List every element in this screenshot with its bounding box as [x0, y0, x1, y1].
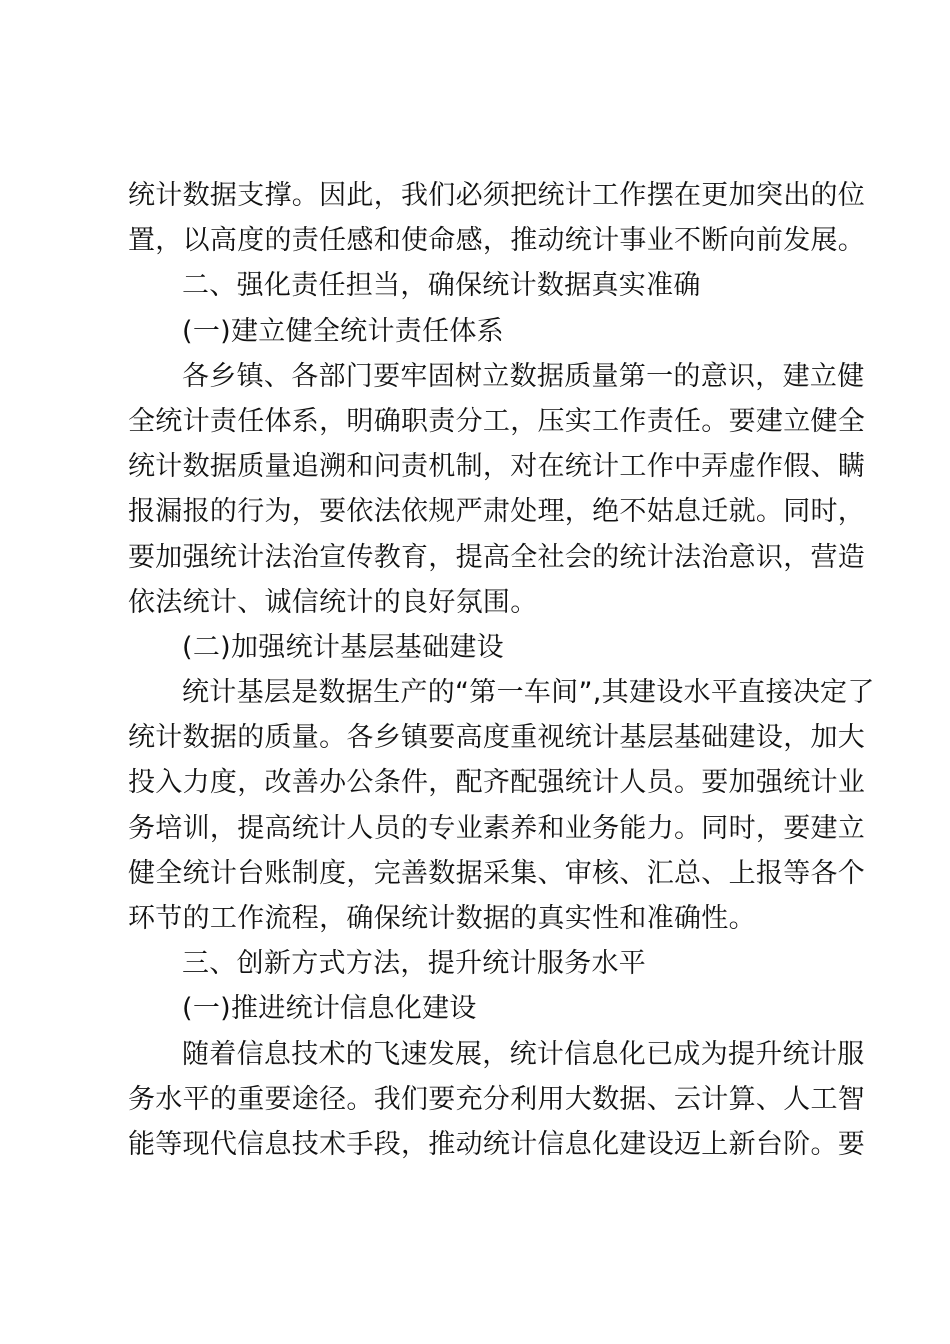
section-heading: 三、创新方式方法，提升统计服务水平 — [182, 948, 647, 980]
body-line: 统计数据的质量。各乡镇要高度重视统计基层基础建设，加大 — [128, 722, 866, 754]
body-line: 务培训，提高统计人员的专业素养和业务能力。同时，要建立 — [128, 812, 866, 844]
body-line: 要加强统计法治宣传教育，提高全社会的统计法治意识，营造 — [128, 541, 866, 573]
body-line: 统计基层是数据生产的“第一车间”,其建设水平直接决定了 — [182, 677, 875, 709]
body-line: 全统计责任体系，明确职责分工，压实工作责任。要建立健全 — [128, 405, 866, 437]
body-line: 投入力度，改善办公条件，配齐配强统计人员。要加强统计业 — [128, 767, 866, 799]
subsection-heading: (一)建立健全统计责任体系 — [182, 315, 504, 347]
body-line: 置，以高度的责任感和使命感，推动统计事业不断向前发展。 — [128, 225, 866, 257]
document-body — [128, 173, 875, 1167]
body-line: 统计数据支撑。因此，我们必须把统计工作摆在更加突出的位 — [128, 180, 866, 211]
subsection-heading: (二)加强统计基层基础建设 — [182, 631, 504, 663]
section-heading: 二、强化责任担当，确保统计数据真实准确 — [182, 270, 701, 302]
body-line: 依法统计、诚信统计的良好氛围。 — [128, 586, 538, 618]
body-line: 统计数据质量追溯和问责机制，对在统计工作中弄虚作假、瞒 — [128, 451, 866, 483]
body-line: 环节的工作流程，确保统计数据的真实性和准确性。 — [128, 903, 756, 934]
body-line: 健全统计台账制度，完善数据采集、审核、汇总、上报等各个 — [128, 857, 866, 889]
body-line: 各乡镇、各部门要牢固树立数据质量第一的意识，建立健 — [182, 360, 865, 392]
body-line: 能等现代信息技术手段，推动统计信息化建设迈上新台阶。要 — [128, 1128, 866, 1160]
subsection-heading: (一)推进统计信息化建设 — [182, 993, 477, 1025]
body-line: 务水平的重要途径。我们要充分利用大数据、云计算、人工智 — [128, 1083, 866, 1115]
body-line: 随着信息技术的飞速发展，统计信息化已成为提升统计服 — [182, 1038, 865, 1070]
body-line: 报漏报的行为，要依法依规严肃处理，绝不姑息迁就。同时， — [128, 496, 866, 528]
